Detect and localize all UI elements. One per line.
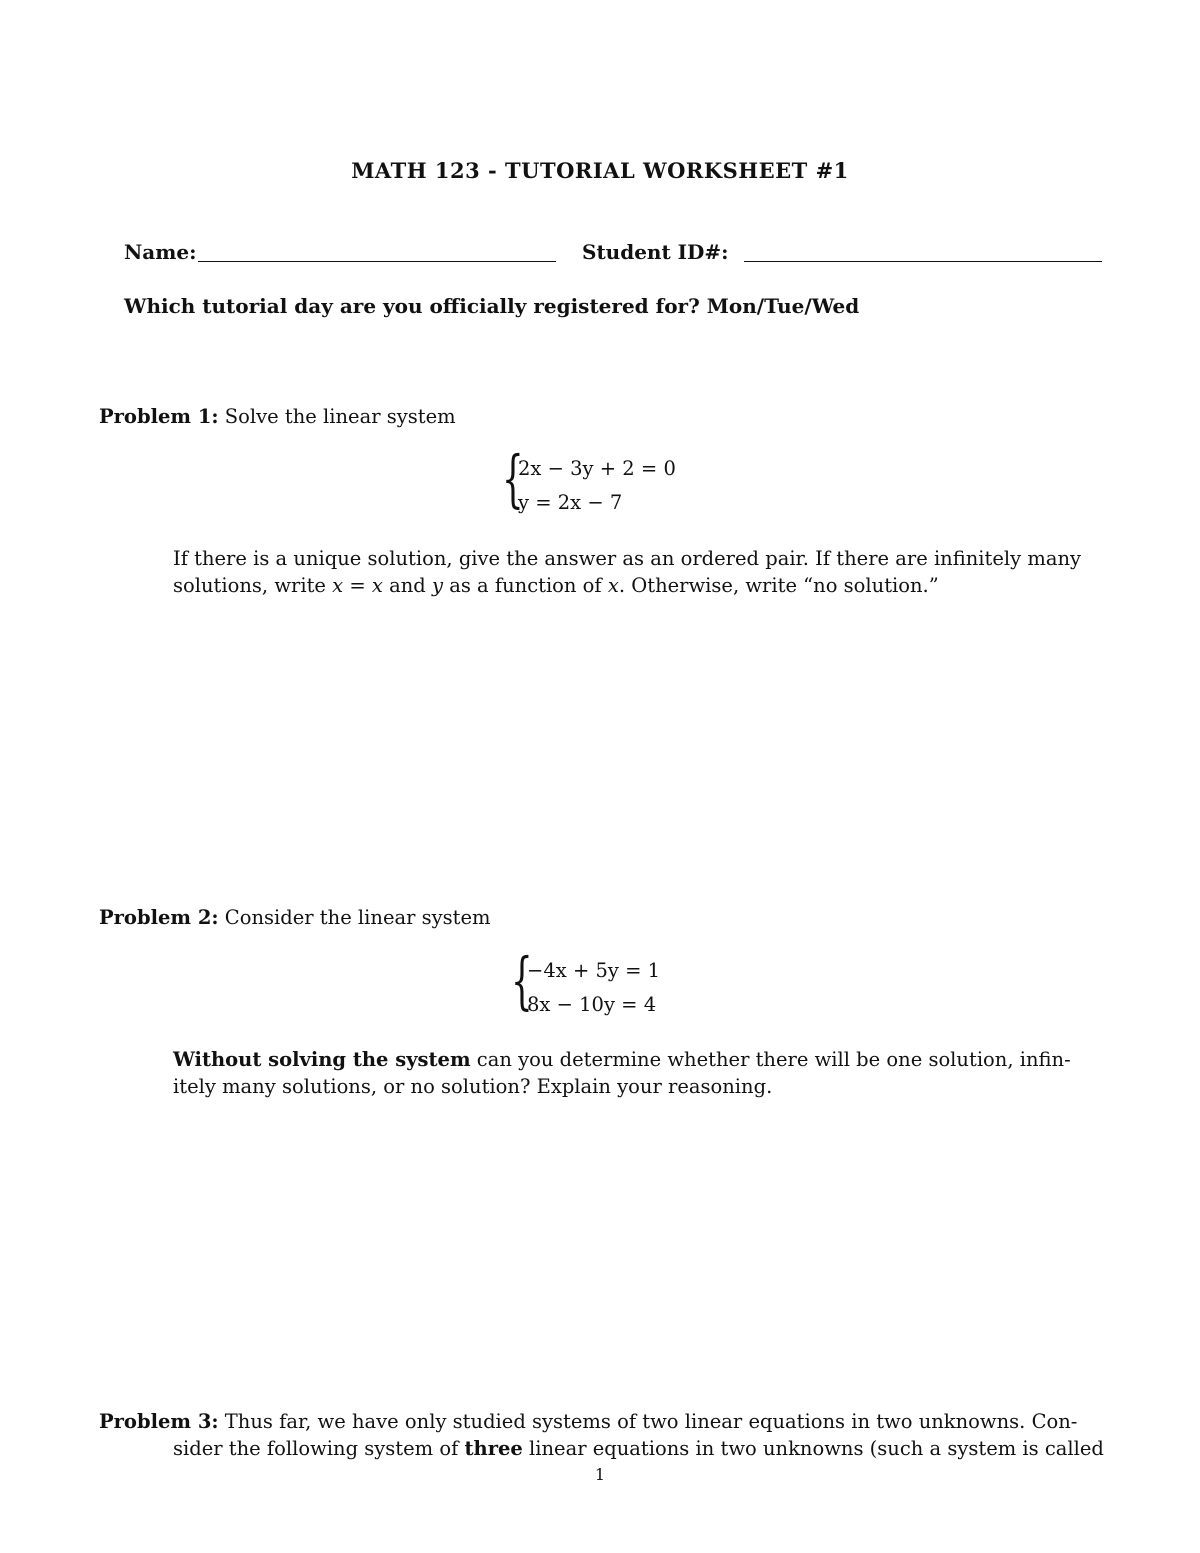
problem-1-intro: Solve the linear system xyxy=(224,405,456,428)
problem-3-bold: three xyxy=(464,1437,523,1460)
problem-3-text: linear equations in two unknowns (such a system is called xyxy=(522,1437,1104,1460)
problem-2-equation-1: −4x + 5y = 1 xyxy=(527,959,661,982)
instr-math: y xyxy=(431,574,443,597)
student-id-label: Student ID#: xyxy=(582,240,729,264)
name-field[interactable] xyxy=(198,261,556,262)
problem-2-bold-lead: Without solving the system xyxy=(173,1048,471,1071)
instr-math: x = x xyxy=(332,574,383,597)
problem-2-text-line-1 xyxy=(173,1046,1108,1073)
left-brace-icon: { xyxy=(511,944,533,1017)
problem-3-line-2 xyxy=(99,1435,1109,1462)
problem-3 xyxy=(99,1408,1109,1462)
problem-1-equation-1: 2x − 3y + 2 = 0 xyxy=(518,457,676,480)
problem-1-instructions xyxy=(173,545,1108,599)
problem-3-label: Problem 3: xyxy=(99,1410,219,1433)
problem-1-heading xyxy=(99,405,456,428)
student-id-field[interactable] xyxy=(744,261,1102,262)
problem-2-text-line-2: itely many solutions, or no solution? Explain your reasoning. xyxy=(173,1075,773,1098)
name-label: Name: xyxy=(124,240,197,264)
problem-2-heading xyxy=(99,906,491,929)
problem-2-intro: Consider the linear system xyxy=(224,906,491,929)
problem-3-text: sider the following system of xyxy=(173,1437,465,1460)
problem-2-text xyxy=(173,1046,1108,1100)
problem-2-equation-2: 8x − 10y = 4 xyxy=(527,993,657,1016)
problem-1-label: Problem 1: xyxy=(99,405,219,428)
problem-3-line-1 xyxy=(99,1408,1109,1435)
problem-3-text: Thus far, we have only studied systems of two linear equations in two unknowns. Con- xyxy=(218,1410,1078,1433)
problem-1-equation-2: y = 2x − 7 xyxy=(518,491,623,514)
problem-2-label: Problem 2: xyxy=(99,906,219,929)
instr-text: as a function of xyxy=(443,574,608,597)
problem-1-instructions-line-1: If there is a unique solution, give the answer as an ordered pair. If there are infinitely many xyxy=(173,547,1082,570)
instr-math: x xyxy=(607,574,619,597)
left-brace-icon: { xyxy=(502,442,524,515)
tutorial-day-question: Which tutorial day are you officially registered for? Mon/Tue/Wed xyxy=(124,294,860,318)
instr-text: . Otherwise, write “no solution.” xyxy=(618,574,939,597)
page-title: MATH 123 - TUTORIAL WORKSHEET #1 xyxy=(351,158,849,183)
instr-text: and xyxy=(382,574,432,597)
problem-2-text-cont: can you determine whether there will be one solution, infin- xyxy=(470,1048,1071,1071)
page-number: 1 xyxy=(594,1465,606,1484)
instr-text: solutions, write xyxy=(173,574,333,597)
problem-1-instructions-line-2 xyxy=(173,572,1108,599)
